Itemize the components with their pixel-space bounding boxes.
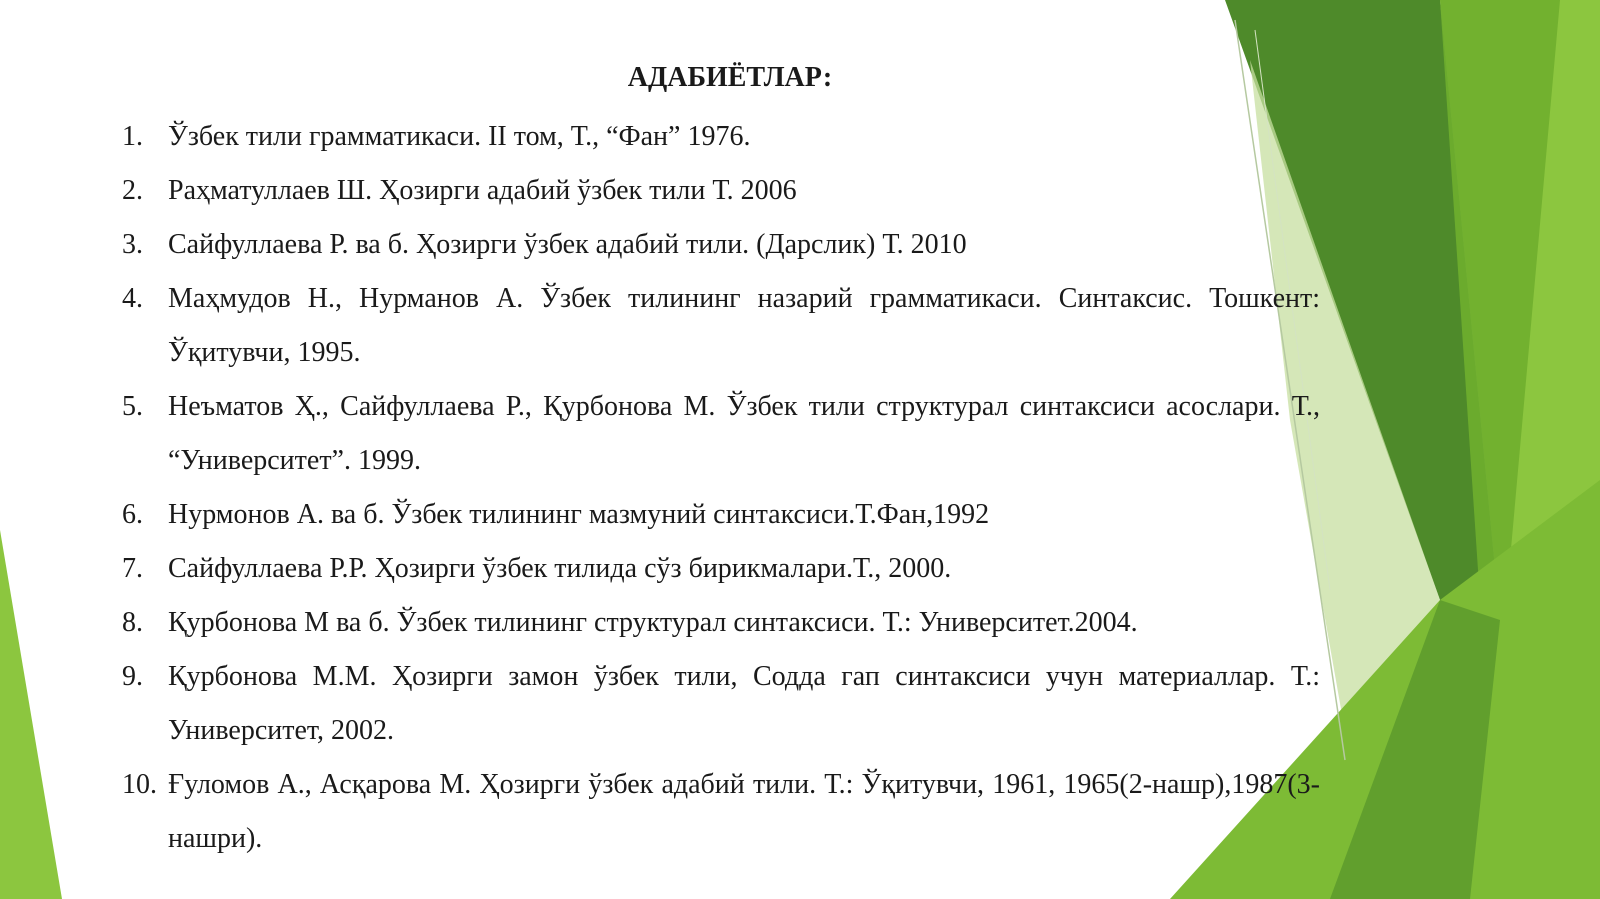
- list-item-number: 5.: [122, 391, 143, 422]
- list-item: [122, 596, 1320, 650]
- list-item-text: Қурбонова М.М. Ҳозирги замон ўзбек тили, Содда гап синтаксиси учун материаллар. Т.: Университет, 2002.: [168, 661, 1320, 746]
- reference-list: [122, 110, 1320, 866]
- left-green-triangle: [0, 530, 62, 899]
- list-item-text: Сайфуллаева Р. ва б. Ҳозирги ўзбек адабий тили. (Дарслик) Т. 2010: [168, 229, 967, 260]
- list-item-number: 1.: [122, 121, 143, 152]
- list-item-text: Нурмонов А. ва б. Ўзбек тилининг мазмуний синтаксиси.Т.Фан,1992: [168, 499, 990, 530]
- list-item-number: 9.: [122, 661, 143, 692]
- list-item-text: Ўзбек тили грамматикаси. II том, Т., “Фан” 1976.: [168, 121, 751, 152]
- list-item: [122, 272, 1320, 380]
- page-title: АДАБИЁТЛАР:: [627, 62, 833, 93]
- list-item: [122, 650, 1320, 758]
- list-item: [122, 164, 1320, 218]
- list-item: [122, 110, 1320, 164]
- list-item-number: 7.: [122, 553, 143, 584]
- list-item: [122, 488, 1320, 542]
- list-item-text: Раҳматуллаев Ш. Ҳозирги адабий ўзбек тили Т. 2006: [168, 175, 797, 206]
- list-item: [122, 758, 1320, 866]
- list-item: [122, 218, 1320, 272]
- list-item-text: Маҳмудов Н., Нурманов А. Ўзбек тилининг назарий грамматикаси. Синтаксис. Тошкент: Ўқитувчи, 1995.: [168, 283, 1320, 368]
- list-item-number: 8.: [122, 607, 143, 638]
- list-item-number: 6.: [122, 499, 143, 530]
- list-item: [122, 380, 1320, 488]
- list-item-text: Қурбонова М ва б. Ўзбек тилининг структурал синтаксиси. Т.: Университет.2004.: [168, 607, 1138, 638]
- list-item-text: Неъматов Ҳ., Сайфуллаева Р., Қурбонова М. Ўзбек тили структурал синтаксиси асослари. Т., “Университет”. 1999.: [168, 391, 1320, 476]
- list-item-number: 2.: [122, 175, 143, 206]
- list-item-number: 10.: [122, 769, 157, 800]
- list-item-text: Сайфуллаева Р.Р. Ҳозирги ўзбек тилида сўз бирикмалари.Т., 2000.: [168, 553, 952, 584]
- list-item-number: 4.: [122, 283, 143, 314]
- list-item-number: 3.: [122, 229, 143, 260]
- list-item: [122, 542, 1320, 596]
- list-item-text: Ғуломов А., Асқарова М. Ҳозирги ўзбек адабий тили. Т.: Ўқитувчи, 1961, 1965(2-нашр),1987(3-нашри).: [168, 769, 1320, 854]
